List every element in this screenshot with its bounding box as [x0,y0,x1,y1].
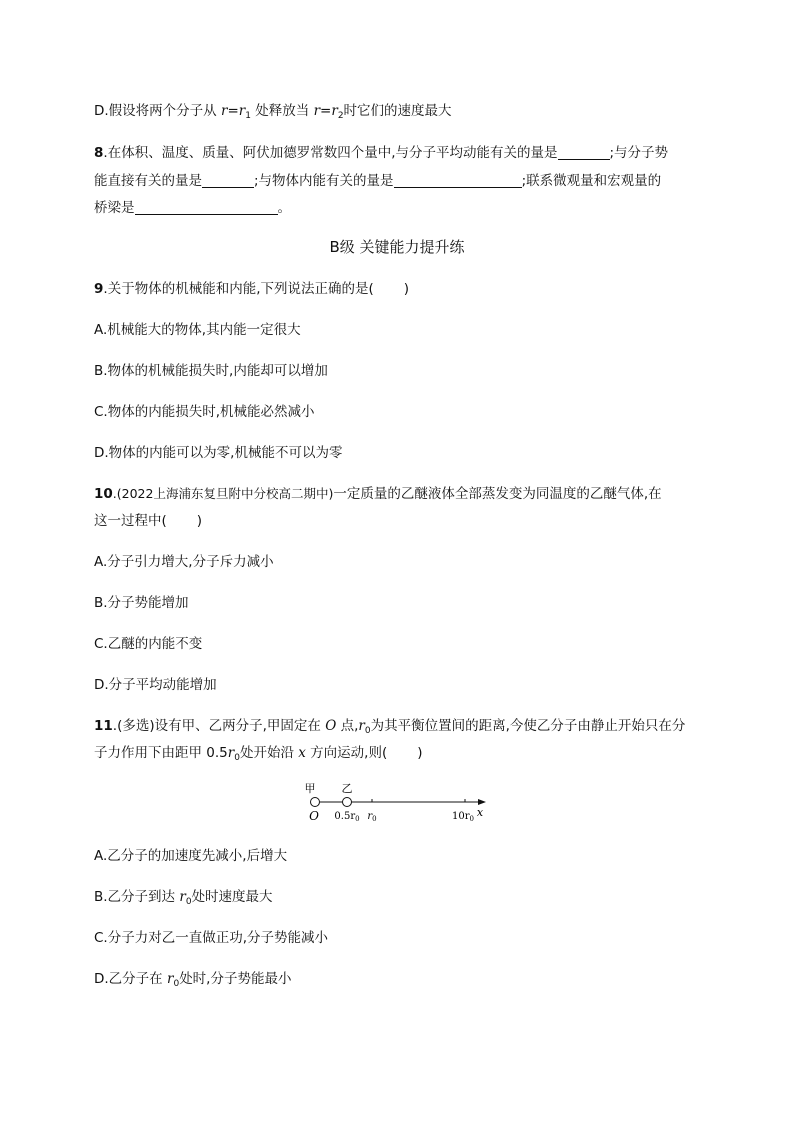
x-axis-arrow [478,799,486,805]
section-title: B级 关键能力提升练 [329,238,465,256]
q10-option-c[interactable]: C.乙醚的内能不变 [94,636,203,652]
q8-number: 8 [94,145,104,161]
q10-stem-line-2: 这一过程中( ) [94,513,203,529]
q9-option-a[interactable]: A.机械能大的物体,其内能一定很大 [94,322,301,338]
label-O: O [309,809,319,823]
label-half-r0: $0.5r_0$ [334,811,360,823]
molecule-jia [311,798,320,807]
label-10r0: $10r_0$ [452,811,474,823]
q9-stem: 9.关于物体的机械能和内能,下列说法正确的是( ) [94,281,410,297]
q7-option-d: D.假设将两个分子从 $r=r_1$ 处释放当 $r=r_2$时它们的速度最大 [94,103,452,121]
q8-blank-1[interactable] [558,145,610,160]
q8-blank-2[interactable] [202,173,254,188]
label-jia: 甲 [304,782,316,795]
molecule-yi [343,798,352,807]
q8-blank-4[interactable] [135,200,278,215]
label-yi: 乙 [341,782,353,795]
q10-option-b[interactable]: B.分子势能增加 [94,595,189,611]
q8-line-1: 8.在体积、温度、质量、阿伏加德罗常数四个量中,与分子平均动能有关的量是 ;与分子势 [94,145,669,161]
q10-source: .(2022上海浦东复旦附中分校高二期中) [112,486,334,501]
label-x: x [476,806,484,819]
q10-option-d[interactable]: D.分子平均动能增加 [94,677,217,693]
q8-blank-3[interactable] [394,173,522,188]
q10-option-a[interactable]: A.分子引力增大,分子斥力减小 [94,554,274,570]
q11-stem-line-2: 子力作用下由距甲 $0.5r_0$处开始沿 x 方向运动,则( ) [94,745,423,763]
label-r0: $r_0$ [367,811,377,823]
q8-line-3: 桥梁是 。 [94,200,291,216]
q9-option-d[interactable]: D.物体的内能可以为零,机械能不可以为零 [94,445,343,461]
q11-option-a[interactable]: A.乙分子的加速度先减小,后增大 [94,848,288,864]
q9-option-b[interactable]: B.物体的机械能损失时,内能却可以增加 [94,363,328,379]
q9-option-c[interactable]: C.物体的内能损失时,机械能必然减小 [94,404,315,420]
q11-option-d[interactable]: D.乙分子在 $r_0$处时,分子势能最小 [94,971,292,989]
q10-stem-line-1: 10.(2022上海浦东复旦附中分校高二期中)一定质量的乙醚液体全部蒸发变为同温度的乙醚气体,在 [94,486,662,502]
q11-figure [300,780,500,824]
q8-line-2: 能直接有关的量是 ;与物体内能有关的量是 ;联系微观量和宏观量的 [94,173,662,189]
q11-option-c[interactable]: C.分子力对乙一直做正功,分子势能减小 [94,930,329,946]
q11-option-b[interactable]: B.乙分子到达 $r_0$处时速度最大 [94,889,273,907]
q11-stem-line-1: 11.(多选)设有甲、乙两分子,甲固定在 O 点$,r_0$为其平衡位置间的距离,今使乙分子由静止开始只在分 [94,718,686,736]
